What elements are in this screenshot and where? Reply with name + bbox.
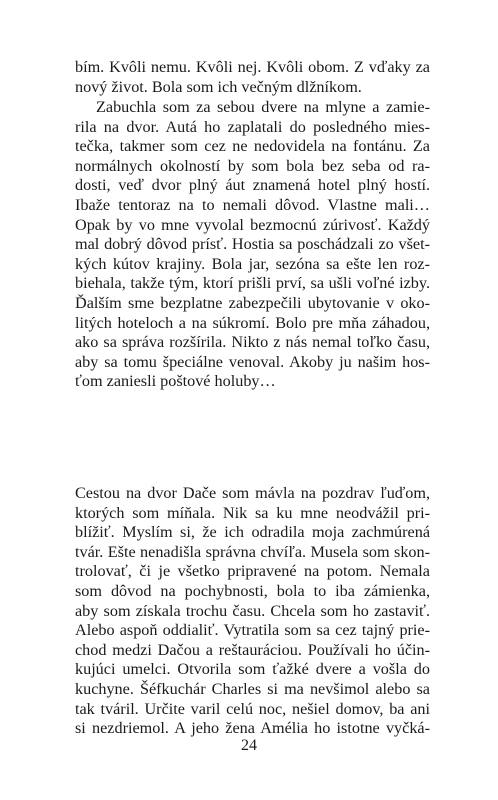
text-line: litých hoteloch a na súkromí. Bolo pre mňa záhadou,: [75, 313, 430, 332]
text-line: som dôvod na pochybnosti, bola to iba zámienka,: [75, 582, 430, 600]
text-line: Zabuchla som za sebou dvere na mlyne a zamie-: [96, 98, 430, 116]
text-line: aby sa tomu špeciálne venoval. Akoby ju našim hos-: [75, 352, 430, 371]
text-line: trolovať, či je všetko pripravené na potom. Nemala: [75, 562, 430, 581]
text-line: chod medzi Dačou a reštauráciou. Používali ho účin-: [75, 640, 430, 659]
text-line: tak tváril. Určite varil celú noc, nešiel domov, ba ani: [75, 699, 430, 718]
text-line: ako sa správa rozšírila. Nikto z nás nemal toľko času,: [75, 333, 430, 352]
text-line: blížiť. Myslím si, že ich odradila moja zachmúrená: [75, 523, 430, 542]
text-line: dosti, veď dvor plný áut znamená hotel plný hostí.: [75, 176, 430, 195]
text-line: Ibaže tentoraz na to nemali dôvod. Vlastne mali…: [75, 196, 430, 214]
text-line: Ďalším sme bezplatne zabezpečili ubytovanie v oko-: [75, 294, 430, 312]
text-line: mal dobrý dôvod prísť. Hostia sa poschádzali zo všet-: [75, 235, 430, 254]
text-line: tečka, takmer som cez ne nedovidela na fontánu. Za: [75, 137, 430, 156]
text-line: nový život. Bola som ich večným dlžníkom.: [75, 77, 362, 96]
text-line: bím. Kvôli nemu. Kvôli nej. Kvôli obom. Z vďaky za: [75, 58, 430, 76]
text-line: kujúci umelci. Otvorila som ťažké dvere a vošla do: [75, 660, 430, 679]
text-line: ktorých som míňala. Nik sa ku mne neodvážil pri-: [75, 503, 430, 522]
text-line: biehala, takže tým, ktorí prišli prví, sa ušli voľné izby.: [75, 274, 430, 293]
text-line: rila na dvor. Autá ho zaplatali do posledného mies-: [75, 117, 430, 136]
text-line: kuchyne. Šéfkuchár Charles si ma nevšimol alebo sa: [75, 680, 430, 698]
text-line: aby som získala trochu času. Chcela som ho zastaviť.: [75, 601, 430, 620]
text-line: Opak by vo mne vyvolal bezmocnú zúrivosť. Každý: [75, 215, 430, 234]
page-number: 24: [241, 737, 257, 754]
text-line: ťom zaniesli poštové holuby…: [75, 372, 276, 391]
text-line: tvár. Ešte nenadišla správna chvíľa. Musela som skon-: [75, 542, 430, 561]
text-line: normálnych okolností by som bola bez seba od ra-: [75, 156, 430, 175]
text-line: Cestou na dvor Dače som mávla na pozdrav ľuďom,: [75, 484, 430, 502]
text-line: si nezdriemol. A jeho žena Amélia ho istotne vyčká-: [75, 719, 430, 738]
text-line: kých kútov krajiny. Bola jar, sezóna sa ešte len roz-: [75, 254, 430, 273]
text-line: Alebo aspoň oddialiť. Vytratila som sa cez tajný prie-: [75, 621, 430, 640]
